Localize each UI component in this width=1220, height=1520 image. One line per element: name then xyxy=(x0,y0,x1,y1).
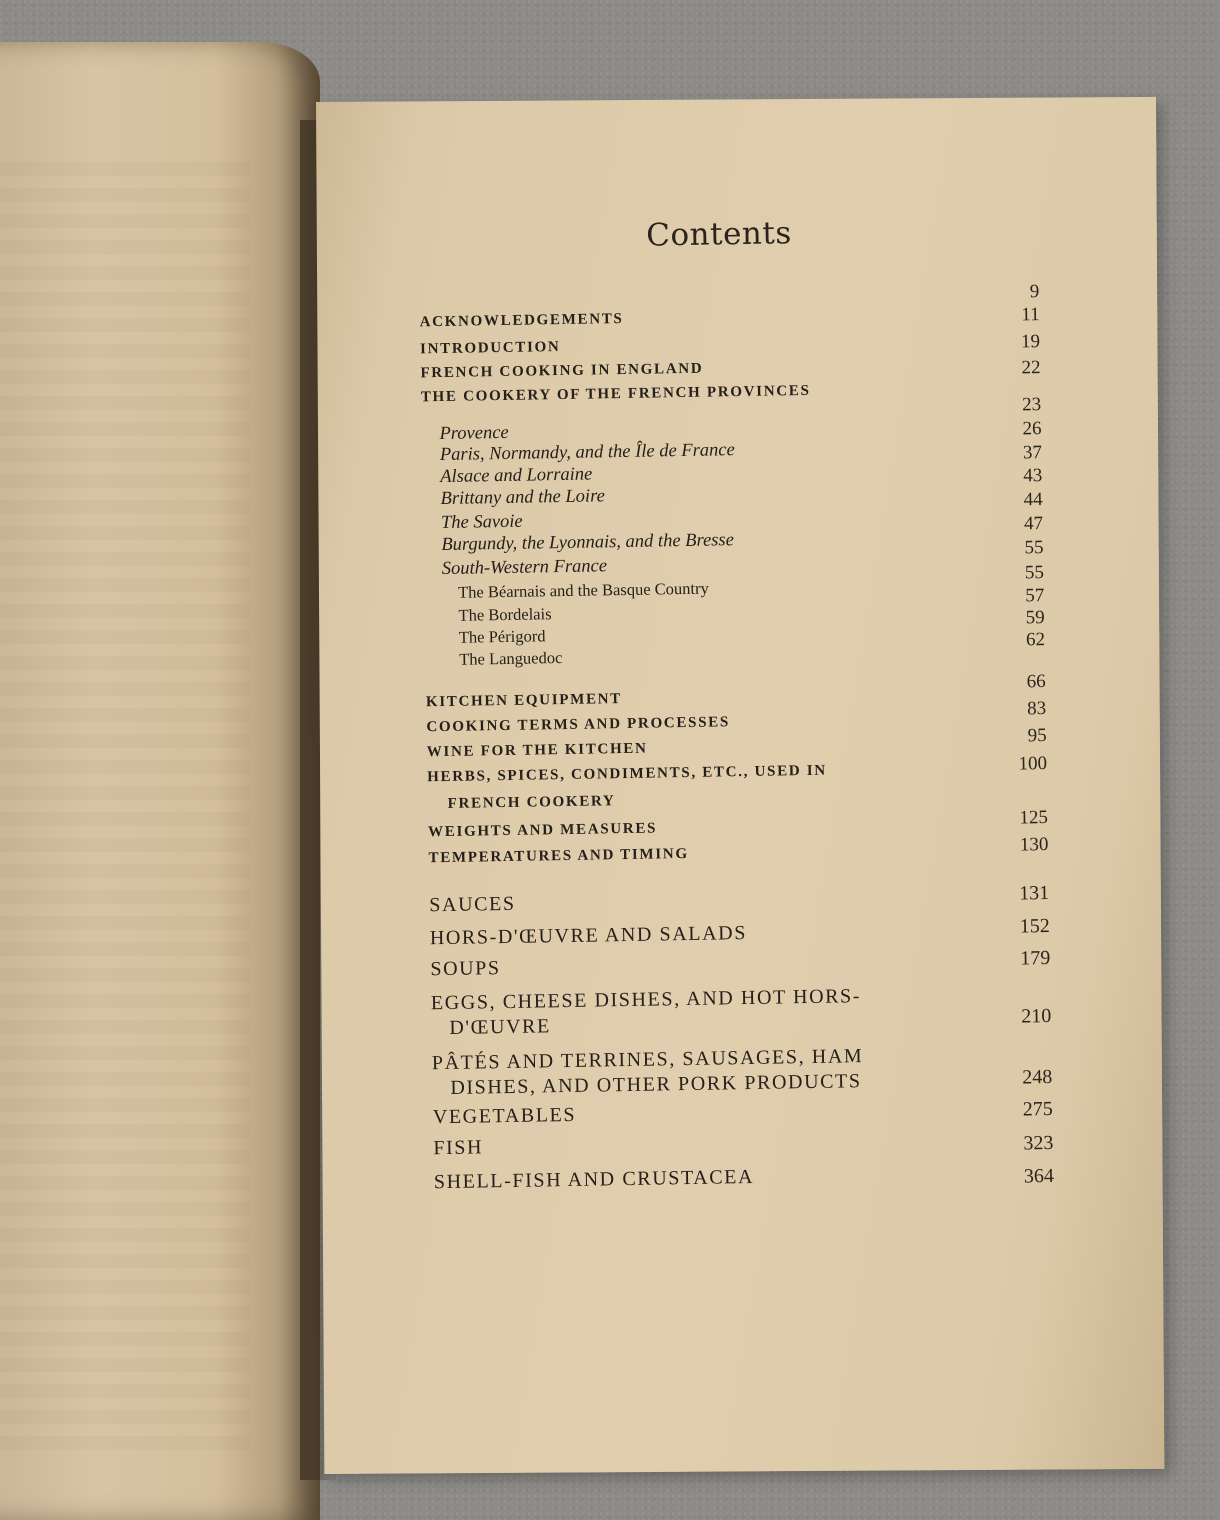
toc-page-number: 83 xyxy=(1026,698,1047,720)
left-page-show-through xyxy=(0,162,250,1462)
toc-entry-title: SAUCES xyxy=(429,892,516,917)
toc-page-number: 179 xyxy=(1020,946,1051,970)
toc-entry-title: COOKING TERMS AND PROCESSES xyxy=(426,714,731,736)
toc-entry-title: WINE FOR THE KITCHEN xyxy=(426,740,648,761)
toc-entry-title: Alsace and Lorraine xyxy=(440,464,593,488)
toc-entry-title: FRENCH COOKING IN ENGLAND xyxy=(420,360,704,382)
toc-page-number: 44 xyxy=(1023,489,1043,511)
toc-entry-title: HORS-D'ŒUVRE AND SALADS xyxy=(429,922,748,950)
toc-page-number: 19 xyxy=(1020,331,1041,353)
toc-entry-title: INTRODUCTION xyxy=(419,339,561,358)
toc-entry-title: ACKNOWLEDGEMENTS xyxy=(419,310,624,331)
toc-entry-title: Burgundy, the Lyonnais, and the Bresse xyxy=(441,530,734,556)
toc-page-number: 43 xyxy=(1023,465,1043,487)
toc-page-number: 323 xyxy=(1023,1131,1054,1155)
toc-entry-title: South-Western France xyxy=(441,556,608,580)
toc-entry-title: WEIGHTS AND MEASURES xyxy=(427,820,658,841)
toc-page-number: 62 xyxy=(1025,629,1046,651)
toc-entry-title: HERBS, SPICES, CONDIMENTS, ETC., USED IN xyxy=(427,762,828,786)
toc-entry-title: SHELL-FISH AND CRUSTACEA xyxy=(433,1165,755,1194)
toc-page-number: 37 xyxy=(1022,442,1043,464)
toc-entry-title: The Bordelais xyxy=(458,604,552,625)
toc-entry-title-continued: D'ŒUVRE xyxy=(449,1015,552,1039)
toc-page-number: 152 xyxy=(1019,914,1050,938)
toc-page-number: 47 xyxy=(1023,513,1044,535)
toc-entry-title: Brittany and the Loire xyxy=(440,486,606,510)
toc-page-number: 23 xyxy=(1021,394,1042,416)
toc-page-number: 55 xyxy=(1024,562,1045,584)
toc-page-number: 364 xyxy=(1023,1164,1055,1188)
toc-page-number: 57 xyxy=(1025,585,1045,607)
toc-page-number: 131 xyxy=(1019,882,1050,905)
toc-page-number: 9 xyxy=(1029,281,1040,303)
toc-entry-title: The Savoie xyxy=(440,511,523,534)
toc-entry-title: The Languedoc xyxy=(459,648,563,669)
toc-page-number: 125 xyxy=(1019,807,1049,829)
toc-page-number: 95 xyxy=(1027,725,1047,747)
right-page xyxy=(316,97,1164,1474)
toc-entry-title: VEGETABLES xyxy=(432,1103,577,1129)
toc-page-number: 248 xyxy=(1022,1065,1053,1089)
toc-entry-title: EGGS, CHEESE DISHES, AND HOT HORS- xyxy=(430,985,862,1015)
toc-entry-title: FISH xyxy=(433,1136,484,1160)
toc-entry-title: THE COOKERY OF THE FRENCH PROVINCES xyxy=(420,382,811,406)
toc-page-number: 100 xyxy=(1018,753,1048,775)
left-page xyxy=(0,42,320,1520)
toc-page-number: 275 xyxy=(1022,1097,1053,1121)
toc-page-number: 66 xyxy=(1026,671,1046,693)
toc-page-number: 22 xyxy=(1021,357,1041,379)
toc-entry-title: TEMPERATURES AND TIMING xyxy=(428,845,689,867)
toc-entry-title-continued: DISHES, AND OTHER PORK PRODUCTS xyxy=(450,1070,862,1099)
toc-page-number: 26 xyxy=(1022,418,1042,440)
toc-entry-title: Paris, Normandy, and the Île de France xyxy=(439,440,735,466)
toc-page-number: 130 xyxy=(1019,834,1049,856)
toc-page-number: 11 xyxy=(1021,304,1040,326)
toc-page-number: 59 xyxy=(1025,607,1045,629)
toc-entry-title: Provence xyxy=(439,422,509,445)
toc-page-number: 210 xyxy=(1021,1004,1052,1028)
toc-entry-title: The Béarnais and the Basque Country xyxy=(457,578,709,602)
toc-entry-title: The Périgord xyxy=(458,626,546,647)
toc-entry-title: KITCHEN EQUIPMENT xyxy=(425,691,623,711)
toc-page-number: 55 xyxy=(1024,537,1044,559)
toc-entry-title: SOUPS xyxy=(430,957,501,981)
toc-entry-title: PÂTÉS AND TERRINES, SAUSAGES, HAM xyxy=(431,1045,864,1075)
page-title: Contents xyxy=(645,215,793,254)
table-of-contents xyxy=(416,91,1059,1473)
toc-entry-title-continued: FRENCH COOKERY xyxy=(447,793,616,812)
